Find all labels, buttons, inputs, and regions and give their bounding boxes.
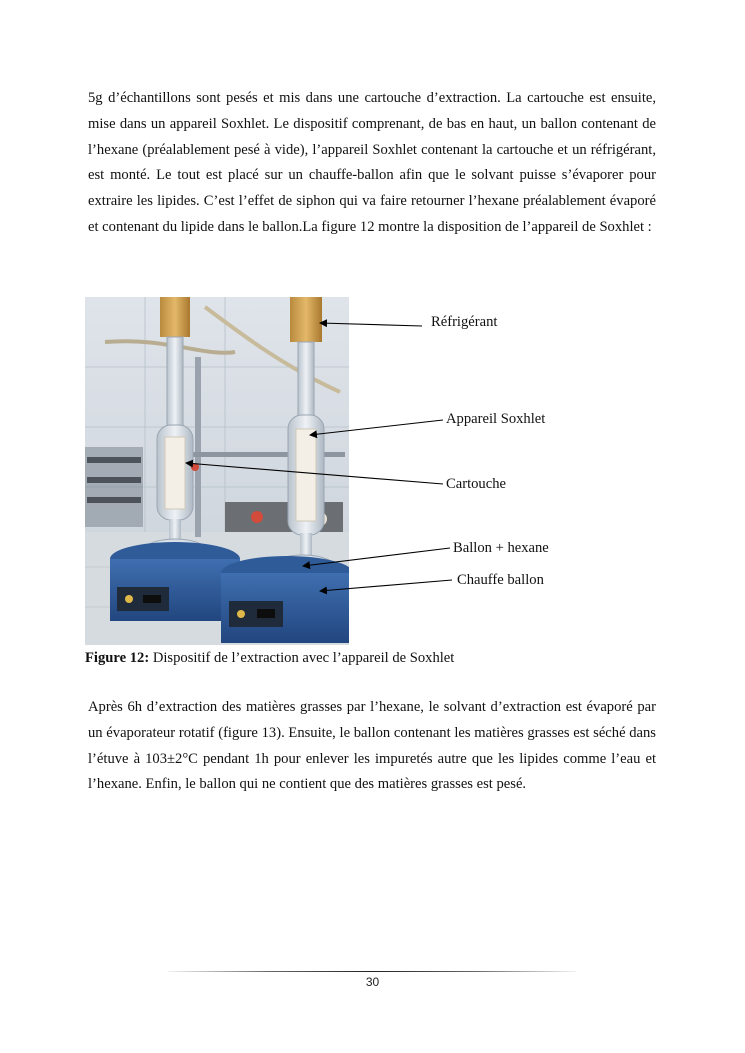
label-cartouche: Cartouche — [446, 476, 506, 492]
label-chauffe-ballon: Chauffe ballon — [457, 572, 544, 588]
page-number: 30 — [365, 975, 380, 989]
caption-prefix: Figure 12: — [85, 650, 150, 666]
caption-text: Dispositif de l’extraction avec l’appareil de Soxhlet — [149, 650, 455, 666]
footer-divider — [168, 971, 576, 972]
soxhlet-photo — [85, 297, 349, 645]
label-refrigerant: Réfrigérant — [431, 314, 498, 330]
paragraph-drying: Après 6h d’extraction des matières grasses par l’hexane, le solvant d’extraction est évaporé par un évaporateur rotatif (figure 13). Ensuite, le ballon contenant les matières grasses est séché dans l’étuve à 103±2°C pendant 1h pour enlever les impuretés autre que les lipides comme l’eau et l’hexane. Enfin, le ballon qui ne contient que des matières grasses est pesé. — [88, 699, 656, 793]
label-ballon-hexane: Ballon + hexane — [453, 540, 549, 556]
figure-caption — [85, 650, 454, 667]
paragraph-intro: 5g d’échantillons sont pesés et mis dans une cartouche d’extraction. La cartouche est ensuite, mise dans un appareil Soxhlet. Le dispositif comprenant, de bas en haut, un ballon contenant de l’hexane (préalablement pesé à vide), l’appareil Soxhlet contenant la cartouche et un réfrigérant, est monté. Le tout est placé sur un chauffe-ballon afin que le solvant puisse s’évaporer pour extraire les lipides. C’est l’effet de siphon qui va faire retourner l’hexane préalablement évaporé et contenant du lipide dans le ballon.La figure 12 montre la disposition de l’appareil de Soxhlet : — [88, 90, 656, 235]
label-appareil-soxhlet: Appareil Soxhlet — [446, 411, 546, 427]
